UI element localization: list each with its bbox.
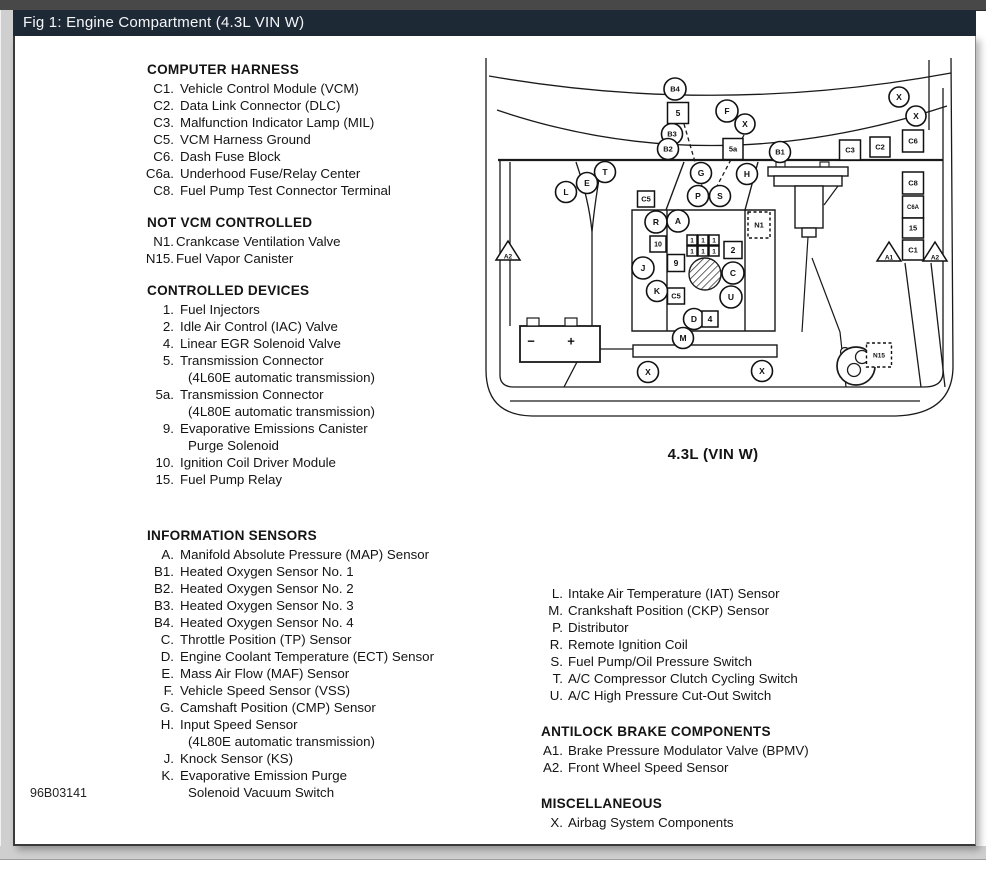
callout-F	[716, 100, 738, 122]
legend-item	[140, 80, 510, 97]
svg-text:5: 5	[675, 108, 681, 119]
item-code: B2.	[154, 581, 174, 596]
item-code: C3.	[153, 115, 174, 130]
engine-compartment-diagram	[470, 45, 975, 477]
item-text: Heated Oxygen Sensor No. 2	[180, 581, 354, 596]
legend-item	[140, 648, 510, 665]
section-heading: INFORMATION SENSORS	[147, 528, 317, 543]
item-code: 9.	[162, 421, 174, 436]
svg-text:D: D	[690, 314, 698, 325]
callout-X	[638, 362, 659, 383]
legend-item	[140, 131, 510, 148]
item-code: A1.	[543, 743, 563, 758]
item-text-continued: (4L80E automatic transmission)	[188, 404, 375, 419]
svg-text:S: S	[717, 191, 723, 202]
item-text: Data Link Connector (DLC)	[180, 98, 341, 113]
item-code: 2.	[162, 319, 174, 334]
callout-G	[691, 163, 712, 184]
item-text: Intake Air Temperature (IAT) Sensor	[568, 586, 780, 601]
svg-text:1: 1	[701, 237, 705, 245]
item-code: 1.	[162, 302, 174, 317]
callout-5	[668, 103, 689, 124]
callout-1	[687, 246, 697, 256]
callout-1	[687, 235, 697, 245]
callout-X	[735, 114, 755, 134]
window-bottom-edge	[0, 846, 986, 860]
legend-section	[541, 796, 941, 831]
item-code: 15.	[155, 472, 174, 487]
svg-text:B3: B3	[667, 129, 677, 139]
item-text: Vehicle Speed Sensor (VSS)	[180, 683, 351, 698]
item-code: G.	[159, 700, 174, 715]
callout-4	[702, 311, 718, 327]
item-text: Vehicle Control Module (VCM)	[180, 81, 359, 96]
legend-section	[140, 283, 510, 488]
figure-number: 96B03141	[30, 786, 88, 800]
callout-1	[698, 246, 708, 256]
item-code: C5.	[153, 132, 174, 147]
legend-section	[541, 724, 941, 776]
svg-text:C2: C2	[875, 142, 885, 152]
callout-1	[709, 246, 719, 256]
item-text: Heated Oxygen Sensor No. 4	[180, 615, 354, 630]
callout-H	[737, 164, 758, 185]
item-code: B4.	[154, 615, 174, 630]
legend-item	[140, 597, 510, 614]
svg-text:−: −	[527, 333, 535, 349]
svg-text:1: 1	[690, 237, 694, 245]
item-code: A.	[161, 547, 174, 562]
item-code: N15.	[145, 251, 174, 266]
svg-text:A1: A1	[884, 254, 894, 262]
item-code: C1.	[153, 81, 174, 96]
callout-B1	[770, 142, 791, 163]
svg-text:2: 2	[730, 245, 736, 256]
item-code: C6.	[153, 149, 174, 164]
svg-text:G: G	[697, 168, 705, 179]
callout-S	[710, 186, 731, 207]
callout-C1	[903, 240, 924, 260]
legend-right-column	[541, 565, 941, 831]
legend-item	[140, 97, 510, 114]
legend-item	[140, 318, 510, 335]
item-text: Dash Fuse Block	[180, 149, 281, 164]
item-text: Fuel Pump/Oil Pressure Switch	[568, 654, 753, 669]
legend-item	[140, 750, 510, 767]
item-code: L.	[551, 586, 563, 601]
svg-text:X: X	[896, 92, 902, 103]
svg-text:C1: C1	[908, 245, 918, 255]
item-code: N1.	[153, 234, 174, 249]
svg-text:M: M	[679, 333, 687, 344]
legend-item	[541, 585, 941, 602]
item-text-continued: (4L60E automatic transmission)	[188, 370, 375, 385]
legend-item	[541, 742, 941, 759]
legend-section	[140, 215, 510, 267]
legend-item	[140, 233, 510, 250]
item-text: VCM Harness Ground	[180, 132, 311, 147]
item-code: C6a.	[145, 166, 174, 181]
callout-X	[889, 87, 909, 107]
callout-C5	[638, 191, 655, 207]
section-heading: NOT VCM CONTROLLED	[147, 215, 313, 230]
callout-L	[556, 182, 577, 203]
callout-−	[527, 334, 535, 349]
svg-text:A2: A2	[503, 253, 513, 261]
legend-item	[140, 699, 510, 716]
legend-item	[140, 352, 510, 386]
item-text: Transmission Connector (4L80E automatic transmission)	[180, 387, 375, 419]
item-code: B3.	[154, 598, 174, 613]
legend-item	[140, 614, 510, 631]
callout-C6A	[903, 196, 924, 218]
svg-text:F: F	[724, 106, 730, 117]
callout-C8	[903, 172, 924, 194]
callout-N1	[748, 212, 770, 238]
item-text: Heated Oxygen Sensor No. 1	[180, 564, 354, 579]
svg-text:C6A: C6A	[906, 205, 920, 212]
legend-item	[541, 602, 941, 619]
legend-item	[140, 250, 510, 267]
callout-15	[903, 218, 924, 238]
item-text: Engine Coolant Temperature (ECT) Sensor	[180, 649, 434, 664]
svg-text:1: 1	[712, 237, 716, 245]
svg-text:5a: 5a	[728, 144, 738, 154]
item-code: B1.	[154, 564, 174, 579]
legend-item	[140, 471, 510, 488]
item-text: Evaporative Emissions Canister Purge Solenoid	[180, 421, 368, 453]
callout-N15	[867, 343, 892, 367]
legend-item	[541, 636, 941, 653]
callout-U	[720, 286, 742, 308]
svg-text:+: +	[567, 333, 575, 349]
svg-text:X: X	[742, 119, 748, 130]
callout-E	[577, 173, 598, 194]
legend-item	[140, 716, 510, 750]
item-code: A2.	[543, 760, 563, 775]
callout-K	[647, 281, 668, 302]
svg-text:U: U	[727, 292, 735, 303]
callout-J	[632, 257, 654, 279]
item-text: Mass Air Flow (MAF) Sensor	[180, 666, 350, 681]
item-text: Manifold Absolute Pressure (MAP) Sensor	[180, 547, 430, 562]
svg-text:C5: C5	[641, 194, 651, 204]
item-code: C.	[160, 632, 174, 647]
callout-X	[752, 361, 773, 382]
item-code: E.	[161, 666, 174, 681]
svg-text:C8: C8	[908, 178, 918, 188]
legend-item	[140, 165, 510, 182]
callout-+	[567, 334, 575, 349]
item-text: Ignition Coil Driver Module	[180, 455, 336, 470]
svg-text:L: L	[563, 187, 569, 198]
radiator-support-bar	[633, 345, 777, 357]
svg-text:A: A	[674, 216, 682, 227]
svg-text:15: 15	[908, 223, 918, 233]
svg-text:C5: C5	[671, 291, 681, 301]
item-text: Underhood Fuse/Relay Center	[180, 166, 361, 181]
callout-C3	[840, 140, 861, 160]
legend-item	[140, 114, 510, 131]
item-text: A/C Compressor Clutch Cycling Switch	[568, 671, 798, 686]
legend-item	[140, 682, 510, 699]
brake-booster-assembly	[768, 162, 848, 387]
item-text: Input Speed Sensor (4L80E automatic transmission)	[180, 717, 375, 749]
callout-X	[906, 106, 926, 126]
item-code: 4.	[162, 336, 174, 351]
legend-section	[541, 585, 941, 704]
svg-text:N1: N1	[754, 220, 764, 230]
item-text: Idle Air Control (IAC) Valve	[180, 319, 338, 334]
item-text: Airbag System Components	[568, 815, 734, 830]
svg-text:B4: B4	[670, 84, 680, 94]
callout-9	[668, 255, 685, 272]
distributor-cap-hatched	[689, 258, 721, 290]
item-text: Fuel Injectors	[180, 302, 260, 317]
callout-C	[722, 262, 744, 284]
svg-text:10: 10	[654, 241, 662, 249]
item-text: Fuel Pump Relay	[180, 472, 282, 487]
item-text: A/C High Pressure Cut-Out Switch	[568, 688, 772, 703]
item-text: Fuel Vapor Canister	[176, 251, 294, 266]
item-code: M.	[548, 603, 563, 618]
item-text: Knock Sensor (KS)	[180, 751, 294, 766]
legend-item	[140, 301, 510, 318]
svg-text:J: J	[640, 263, 646, 274]
item-text: Remote Ignition Coil	[568, 637, 688, 652]
svg-text:X: X	[913, 111, 919, 122]
item-code: D.	[160, 649, 174, 664]
item-text: Evaporative Emission Purge Solenoid Vacuum Switch	[180, 768, 348, 800]
legend-item	[140, 182, 510, 199]
svg-text:4: 4	[707, 314, 713, 325]
svg-text:1: 1	[690, 248, 694, 256]
item-code: J.	[163, 751, 174, 766]
item-text-continued: Solenoid Vacuum Switch	[188, 785, 335, 800]
legend-item	[541, 619, 941, 636]
svg-text:N15: N15	[873, 352, 885, 360]
legend-item	[541, 814, 941, 831]
item-code: K.	[161, 768, 174, 783]
svg-text:C3: C3	[845, 145, 855, 155]
legend-item	[140, 546, 510, 563]
diagram-caption: 4.3L (VIN W)	[667, 446, 759, 463]
item-code: 10.	[155, 455, 174, 470]
svg-text:C: C	[729, 268, 737, 279]
battery-terminal	[527, 318, 539, 326]
callout-1	[709, 235, 719, 245]
svg-text:X: X	[759, 366, 765, 377]
battery-terminal	[565, 318, 577, 326]
svg-text:P: P	[695, 191, 701, 202]
svg-text:K: K	[653, 286, 661, 297]
legend-item	[140, 386, 510, 420]
item-text: Fuel Pump Test Connector Terminal	[180, 183, 391, 198]
callout-C6	[903, 130, 924, 152]
figure-title-bar	[13, 10, 976, 36]
callout-2	[724, 242, 742, 259]
svg-text:B1: B1	[775, 147, 785, 157]
svg-text:A2: A2	[930, 254, 940, 262]
item-code: 5.	[162, 353, 174, 368]
item-text: Crankcase Ventilation Valve	[176, 234, 341, 249]
windshield-arc-upper	[489, 73, 951, 95]
item-text-continued: (4L80E automatic transmission)	[188, 734, 375, 749]
item-text: Heated Oxygen Sensor No. 3	[180, 598, 354, 613]
legend-section	[140, 528, 510, 801]
item-text: Transmission Connector (4L60E automatic transmission)	[180, 353, 375, 385]
legend-item	[541, 670, 941, 687]
callout-1	[698, 235, 708, 245]
item-text: Front Wheel Speed Sensor	[568, 760, 729, 775]
item-text: Throttle Position (TP) Sensor	[180, 632, 352, 647]
item-code: T.	[552, 671, 563, 686]
svg-text:X: X	[645, 367, 651, 378]
legend-item	[140, 767, 510, 801]
svg-text:H: H	[743, 169, 751, 180]
item-code: 5a.	[155, 387, 174, 402]
item-code: C2.	[153, 98, 174, 113]
svg-text:1: 1	[701, 248, 705, 256]
legend-item	[140, 148, 510, 165]
legend-item	[140, 420, 510, 454]
legend-item	[140, 665, 510, 682]
item-text: Brake Pressure Modulator Valve (BPMV)	[568, 743, 809, 758]
item-code: X.	[550, 815, 563, 830]
callout-C5	[668, 288, 685, 304]
svg-text:T: T	[602, 167, 608, 178]
legend-item	[140, 631, 510, 648]
window-left-edge	[0, 10, 14, 858]
section-heading: CONTROLLED DEVICES	[147, 283, 310, 298]
item-code: F.	[163, 683, 174, 698]
legend-item	[541, 687, 941, 704]
callout-P	[688, 186, 709, 207]
svg-text:1: 1	[712, 248, 716, 256]
item-text: Camshaft Position (CMP) Sensor	[180, 700, 376, 715]
callout-B2	[658, 139, 679, 160]
callout-C2	[870, 137, 890, 157]
item-code: U.	[549, 688, 563, 703]
item-code: C8.	[153, 183, 174, 198]
callout-A	[667, 210, 689, 232]
item-code: S.	[550, 654, 563, 669]
item-text: Linear EGR Solenoid Valve	[180, 336, 341, 351]
callout-R	[645, 211, 667, 233]
item-text: Distributor	[568, 620, 629, 635]
svg-text:B2: B2	[663, 144, 673, 154]
item-code: R.	[549, 637, 563, 652]
item-code: P.	[552, 620, 563, 635]
legend-item	[140, 335, 510, 352]
legend-item	[140, 563, 510, 580]
item-code: H.	[160, 717, 174, 732]
section-heading: COMPUTER HARNESS	[147, 62, 300, 77]
figure-title: Fig 1: Engine Compartment (4.3L VIN W)	[23, 14, 305, 31]
callout-M	[673, 328, 694, 349]
section-heading: MISCELLANEOUS	[541, 796, 663, 811]
item-text: Malfunction Indicator Lamp (MIL)	[180, 115, 375, 130]
svg-text:R: R	[652, 217, 660, 228]
item-text: Crankshaft Position (CKP) Sensor	[568, 603, 770, 618]
legend-item	[541, 653, 941, 670]
svg-text:C6: C6	[908, 136, 918, 146]
legend-item	[140, 454, 510, 471]
callout-5a	[723, 139, 743, 160]
section-heading: ANTILOCK BRAKE COMPONENTS	[541, 724, 771, 739]
svg-text:E: E	[584, 178, 590, 189]
callout-B4	[664, 78, 686, 100]
legend-item	[140, 580, 510, 597]
item-text-continued: Purge Solenoid	[188, 438, 279, 453]
legend-section	[140, 62, 510, 199]
legend-left-column	[140, 62, 510, 801]
legend-item	[541, 759, 941, 776]
callout-10	[650, 236, 666, 252]
callout-A1	[877, 242, 901, 262]
svg-text:9: 9	[673, 258, 679, 269]
